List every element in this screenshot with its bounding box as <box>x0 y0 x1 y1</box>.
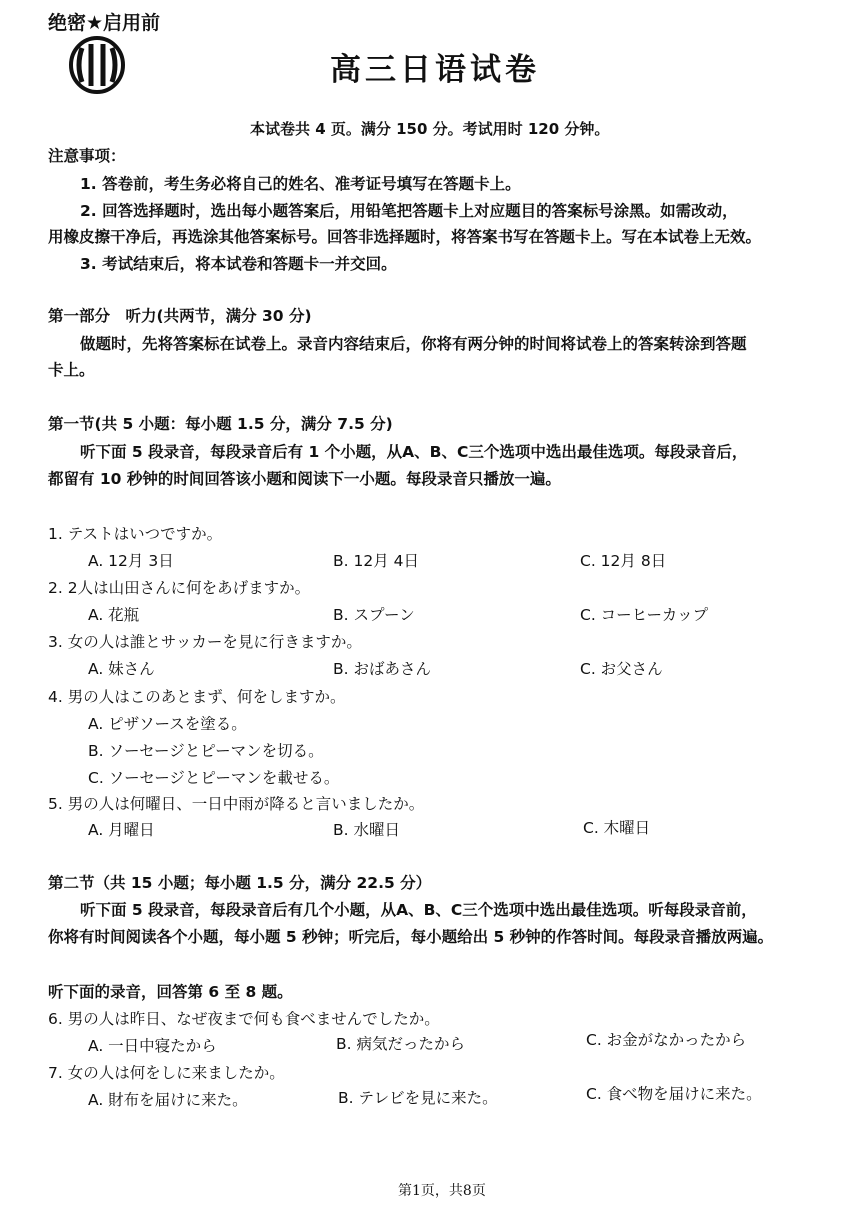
section1-heading: 第一节(共 5 小题：每小题 1.5 分，满分 7.5 分) <box>48 415 393 433</box>
question-2-option-c: C. コーヒーカップ <box>580 606 709 624</box>
question-5-option-a: A. 月曜日 <box>88 821 155 839</box>
question-4-option-a: A. ピザソースを塗る。 <box>88 715 247 733</box>
section1-intro-line-2: 都留有 10 秒钟的时间回答该小题和阅读下一小题。每段录音只播放一遍。 <box>48 470 561 488</box>
question-6: 6. 男の人は昨日、なぜ夜まで何も食べませんでしたか。 <box>48 1010 440 1028</box>
notes-item-1: 1. 答卷前，考生务必将自己的姓名、准考证号填写在答题卡上。 <box>80 175 521 193</box>
exam-title: 高三日语试卷 <box>330 52 540 88</box>
question-2-option-a: A. 花瓶 <box>88 606 140 624</box>
notes-item-3: 3. 考试结束后，将本试卷和答题卡一并交回。 <box>80 255 397 273</box>
notes-heading: 注意事项： <box>48 147 126 165</box>
question-6-option-b: B. 病気だったから <box>336 1035 465 1053</box>
section1-intro-line-1: 听下面 5 段录音，每段录音后有 1 个小题，从A、B、C三个选项中选出最佳选项。每段录音后， <box>80 443 748 461</box>
question-1-option-b: B. 12月 4日 <box>333 552 419 570</box>
question-3-option-a: A. 妹さん <box>88 660 155 678</box>
group-heading-6-8: 听下面的录音，回答第 6 至 8 题。 <box>48 983 293 1001</box>
question-4: 4. 男の人はこのあとまず、何をしますか。 <box>48 688 346 706</box>
question-5: 5. 男の人は何曜日、一日中雨が降ると言いましたか。 <box>48 795 425 813</box>
question-7-option-a: A. 財布を届けに来た。 <box>88 1091 248 1109</box>
confidential-label: 绝密★启用前 <box>48 12 161 34</box>
school-logo-icon <box>68 36 126 94</box>
question-3: 3. 女の人は誰とサッカーを見に行きますか。 <box>48 633 362 651</box>
question-1-option-c: C. 12月 8日 <box>580 552 667 570</box>
question-7: 7. 女の人は何をしに来ましたか。 <box>48 1064 285 1082</box>
question-1-option-a: A. 12月 3日 <box>88 552 174 570</box>
section2-intro-line-1: 听下面 5 段录音，每段录音后有几个小题，从A、B、C三个选项中选出最佳选项。听每段录音前， <box>80 901 757 919</box>
section2-heading: 第二节（共 15 小题；每小题 1.5 分，满分 22.5 分） <box>48 874 432 892</box>
exam-subtitle: 本试卷共 4 页。满分 150 分。考试用时 120 分钟。 <box>250 120 610 138</box>
part1-intro-line-2: 卡上。 <box>48 361 95 379</box>
question-5-option-b: B. 水曜日 <box>333 821 400 839</box>
question-2: 2. 2人は山田さんに何をあげますか。 <box>48 579 311 597</box>
page-number: 第1页，共8页 <box>398 1183 486 1199</box>
question-2-option-b: B. スプーン <box>333 606 415 624</box>
question-7-option-c: C. 食べ物を届けに来た。 <box>586 1085 762 1103</box>
question-4-option-c: C. ソーセージとピーマンを載せる。 <box>88 769 340 787</box>
notes-item-2-line-1: 2. 回答选择题时，选出每小题答案后，用铅笔把答题卡上对应题目的答案标号涂黑。如需改动， <box>80 202 738 220</box>
question-3-option-c: C. お父さん <box>580 660 663 678</box>
notes-item-2-line-2: 用橡皮擦干净后，再选涂其他答案标号。回答非选择题时，将答案书写在答题卡上。写在本试卷上无效。 <box>48 228 762 246</box>
question-4-option-b: B. ソーセージとピーマンを切る。 <box>88 742 324 760</box>
question-3-option-b: B. おばあさん <box>333 660 431 678</box>
question-6-option-c: C. お金がなかったから <box>586 1031 747 1049</box>
part1-intro-line-1: 做题时，先将答案标在试卷上。录音内容结束后，你将有两分钟的时间将试卷上的答案转涂到答题 <box>80 335 747 353</box>
question-1: 1. テストはいつですか。 <box>48 525 223 543</box>
part1-heading: 第一部分 听力(共两节，满分 30 分) <box>48 307 312 325</box>
question-7-option-b: B. テレビを見に来た。 <box>338 1089 498 1107</box>
section2-intro-line-2: 你将有时间阅读各个小题，每小题 5 秒钟；听完后，每小题给出 5 秒钟的作答时间。每段录音播放两遍。 <box>48 928 774 946</box>
question-5-option-c: C. 木曜日 <box>583 819 651 837</box>
question-6-option-a: A. 一日中寝たから <box>88 1037 217 1055</box>
